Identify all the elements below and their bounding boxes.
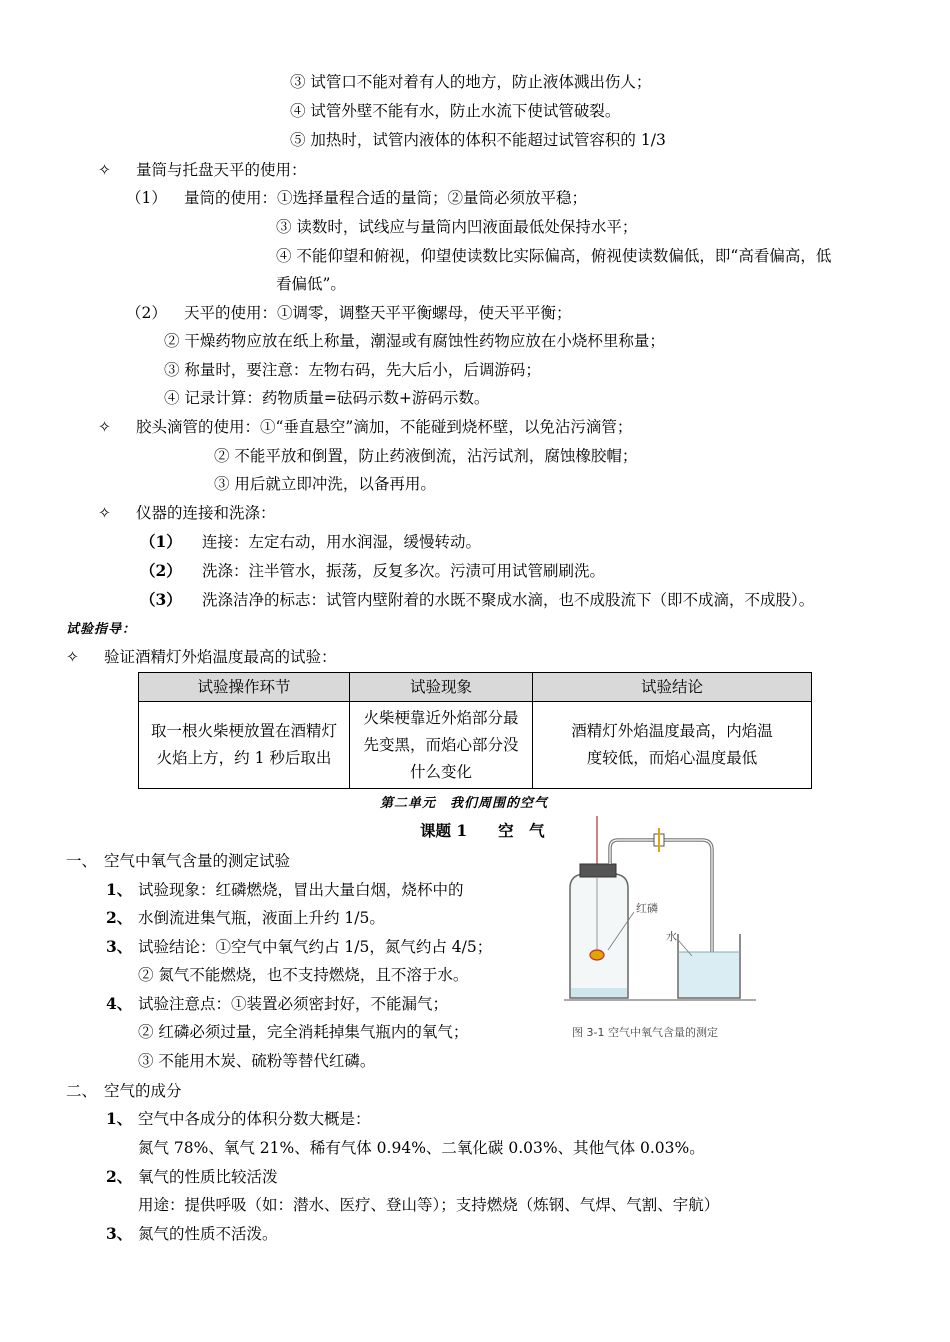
table-cell bbox=[350, 702, 533, 789]
text-line: ② 不能平放和倒置，防止药液倒流，沾污试剂，腐蚀橡胶帽； bbox=[214, 447, 638, 465]
item-number: 3、 bbox=[106, 937, 133, 956]
text-line: ④ 记录计算：药物质量=砝码示数+游码示数。 bbox=[164, 389, 490, 407]
figure-label-phosphorus: 红磷 bbox=[636, 902, 658, 915]
table-cell bbox=[139, 702, 350, 789]
item-number: 1、 bbox=[106, 1109, 133, 1128]
text-line: ⑤ 加热时，试管内液体的体积不能超过试管容积的 1/3 bbox=[290, 131, 666, 149]
lesson-title: 课题 1 空 气 bbox=[420, 821, 545, 840]
text-line: 胶头滴管的使用：①“垂直悬空”滴加，不能碰到烧杯壁，以免沾污滴管； bbox=[136, 418, 633, 436]
section-heading: 仪器的连接和洗涤： bbox=[136, 504, 276, 522]
cell-line: 度较低，而焰心温度最低 bbox=[586, 749, 758, 767]
section-heading: 量筒与托盘天平的使用： bbox=[136, 161, 307, 179]
table-header: 试验结论 bbox=[533, 673, 812, 702]
diamond-bullet-icon: ✧ bbox=[98, 161, 111, 179]
text-line: ③ 不能用木炭、硫粉等替代红磷。 bbox=[138, 1052, 376, 1070]
part-heading: 空气的成分 bbox=[104, 1082, 182, 1100]
table-row bbox=[139, 702, 812, 789]
cell-line: 取一根火柴梗放置在酒精灯 bbox=[150, 722, 337, 740]
diamond-bullet-icon: ✧ bbox=[98, 504, 111, 522]
part-heading: 空气中氧气含量的测定试验 bbox=[104, 852, 291, 870]
cell-line: 火焰上方，约 1 秒后取出 bbox=[156, 749, 332, 767]
table-cell bbox=[533, 702, 812, 789]
text-line: 天平的使用：①调零，调整天平平衡螺母，使天平平衡； bbox=[184, 304, 572, 322]
text-line: 连接：左定右动，用水润湿，缓慢转动。 bbox=[202, 533, 482, 551]
text-line: 看偏低”。 bbox=[276, 275, 346, 293]
text-line: 试验结论：①空气中氧气约占 1/5，氮气约占 4/5； bbox=[138, 938, 493, 956]
text-line: 用途：提供呼吸（如：潜水、医疗、登山等）；支持燃烧（炼钢、气焊、气割、宇航） bbox=[138, 1196, 720, 1214]
text-line: 洗涤：注半管水，振荡，反复多次。污渍可用试管刷刷洗。 bbox=[202, 562, 606, 580]
text-line: ③ 试管口不能对着有人的地方，防止液体溅出伤人； bbox=[290, 73, 652, 91]
text-line: ④ 试管外壁不能有水，防止水流下使试管破裂。 bbox=[290, 102, 621, 120]
cell-line: 先变黑，而焰心部分没 bbox=[363, 735, 519, 754]
part-number: 一、 bbox=[66, 852, 98, 870]
text-line: 氧气的性质比较活泼 bbox=[138, 1168, 278, 1186]
section-heading: 验证酒精灯外焰温度最高的试验： bbox=[104, 648, 337, 666]
item-number: （3） bbox=[140, 590, 182, 609]
experiment-table bbox=[138, 672, 812, 789]
diamond-bullet-icon: ✧ bbox=[66, 648, 79, 666]
text-line: ② 红磷必须过量，完全消耗掉集气瓶内的氧气； bbox=[138, 1023, 469, 1041]
item-number: 3、 bbox=[106, 1224, 133, 1243]
item-number: 2、 bbox=[106, 1167, 133, 1186]
guide-label: 试验指导： bbox=[66, 622, 137, 637]
text-line: ② 干燥药物应放在纸上称量，潮湿或有腐蚀性药物应放在小烧杯里称量； bbox=[164, 332, 665, 350]
item-number: （1） bbox=[140, 532, 182, 551]
item-number: 1、 bbox=[106, 880, 133, 899]
text-line: ④ 不能仰望和俯视，仰望使读数比实际偏高，俯视使读数偏低，即“高看偏高，低 bbox=[276, 247, 832, 265]
item-number: （2） bbox=[126, 304, 167, 322]
table-header: 试验现象 bbox=[350, 673, 533, 702]
table-header: 试验操作环节 bbox=[139, 673, 350, 702]
figure-label-water: 水 bbox=[666, 930, 677, 943]
diamond-bullet-icon: ✧ bbox=[98, 418, 111, 436]
part-number: 二、 bbox=[66, 1082, 98, 1100]
text-line: 试验现象：红磷燃烧，冒出大量白烟，烧杯中的 bbox=[138, 881, 464, 899]
item-number: （2） bbox=[140, 561, 182, 580]
text-line: ③ 称量时，要注意：左物右码，先大后小，后调游码； bbox=[164, 361, 541, 379]
text-line: 量筒的使用：①选择量程合适的量筒；②量筒必须放平稳； bbox=[184, 189, 588, 207]
text-line: 洗涤洁净的标志：试管内壁附着的水既不聚成水滴，也不成股流下（即不成滴，不成股）。 bbox=[202, 591, 815, 609]
text-line: 试验注意点：①装置必须密封好，不能漏气； bbox=[138, 995, 449, 1013]
cell-line: 酒精灯外焰温度最高，内焰温 bbox=[571, 722, 773, 740]
item-number: （1） bbox=[126, 189, 167, 207]
text-line: 氮气 78%、氧气 21%、稀有气体 0.94%、二氧化碳 0.03%、其他气体 0.03%。 bbox=[138, 1139, 705, 1157]
figure-caption: 图 3-1 空气中氧气含量的测定 bbox=[572, 1026, 718, 1039]
item-number: 4、 bbox=[106, 994, 133, 1013]
text-line: ② 氮气不能燃烧，也不支持燃烧，且不溶于水。 bbox=[138, 966, 469, 984]
cell-line: 什么变化 bbox=[409, 762, 472, 781]
text-line: 氮气的性质不活泼。 bbox=[138, 1225, 278, 1243]
text-line: ③ 用后就立即冲洗，以备再用。 bbox=[214, 475, 436, 493]
text-line: ③ 读数时，试线应与量筒内凹液面最低处保持水平； bbox=[276, 218, 638, 236]
item-number: 2、 bbox=[106, 908, 133, 927]
unit-title: 第二单元 我们周围的空气 bbox=[380, 796, 549, 811]
text-line: 空气中各成分的体积分数大概是： bbox=[138, 1110, 371, 1128]
oxygen-apparatus-figure bbox=[560, 812, 760, 1022]
text-line: 水倒流进集气瓶，液面上升约 1/5。 bbox=[138, 909, 385, 927]
cell-line: 火柴梗靠近外焰部分最 bbox=[363, 708, 519, 727]
